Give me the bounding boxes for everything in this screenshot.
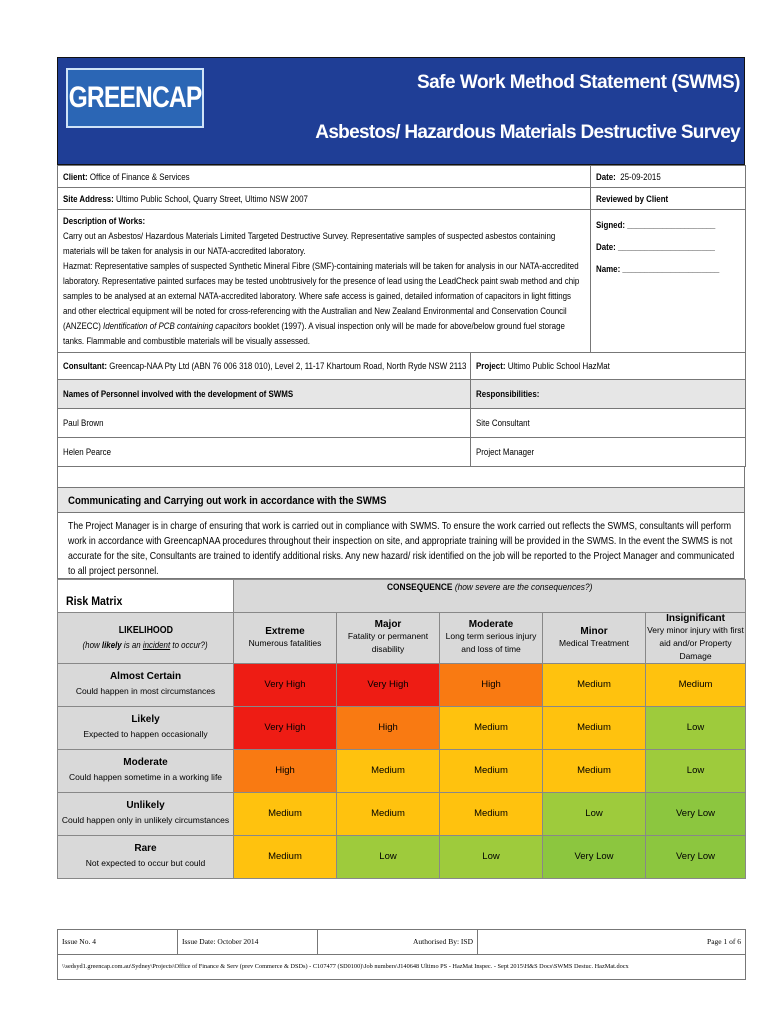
communicating-heading: Communicating and Carrying out work in accordance with the SWMS bbox=[57, 487, 745, 513]
risk-row bbox=[58, 706, 746, 749]
spacer bbox=[57, 467, 745, 487]
consequence-col-extreme: Extreme Numerous fatalities bbox=[234, 612, 337, 663]
description-label: Description of Works: bbox=[63, 216, 146, 226]
signature-name-field[interactable]: Name: ______________________ bbox=[596, 264, 720, 274]
risk-level-cell: Medium bbox=[440, 749, 543, 792]
risk-level-cell: Very Low bbox=[646, 792, 746, 835]
issue-date: Issue Date: October 2014 bbox=[178, 929, 318, 954]
risk-level-cell: Low bbox=[543, 792, 646, 835]
risk-level-cell: High bbox=[234, 749, 337, 792]
likelihood-row-label: Unlikely Could happen only in unlikely circumstances bbox=[58, 792, 234, 835]
risk-matrix-title: Risk Matrix bbox=[58, 579, 234, 612]
likelihood-row-label: Moderate Could happen sometime in a working life bbox=[58, 749, 234, 792]
personnel-name: Helen Pearce bbox=[58, 437, 471, 466]
consultant-cell: Consultant: Greencap-NAA Pty Ltd (ABN 76 006 318 010), Level 2, 11-17 Khartoum Road, North Ryde NSW 2113 bbox=[58, 353, 471, 379]
consequence-col-moderate: Moderate Long term serious injury and loss of time bbox=[440, 612, 543, 663]
date-cell: Date: 25-09-2015 bbox=[591, 166, 746, 188]
risk-row bbox=[58, 835, 746, 878]
risk-level-cell: Very Low bbox=[646, 835, 746, 878]
greencap-logo: GREENCAP bbox=[66, 68, 204, 128]
likelihood-header: LIKELIHOOD (how likely is an incident to occur?) bbox=[58, 612, 234, 663]
risk-level-cell: Medium bbox=[543, 663, 646, 706]
consequence-col-minor: Minor Medical Treatment bbox=[543, 612, 646, 663]
project-value: Ultimo Public School HazMat bbox=[507, 360, 610, 371]
risk-level-cell: High bbox=[440, 663, 543, 706]
risk-level-cell: High bbox=[337, 706, 440, 749]
description-text-1: Carry out an Asbestos/ Hazardous Materials Limited Targeted Destructive Survey. Representative samples of suspected asbestos containing materials will be taken for analysis in our NATA-accredited laboratory. bbox=[63, 231, 556, 256]
consequence-col-major: Major Fatality or permanent disability bbox=[337, 612, 440, 663]
info-table bbox=[57, 165, 746, 353]
risk-level-cell: Medium bbox=[337, 792, 440, 835]
risk-level-cell: Medium bbox=[234, 792, 337, 835]
file-path: \\sedsyd1.greencap.com.au\Sydney\Projects\Office of Finance & Serv (prev Commerce & DSDs) - C107477 (SD0100)\Job numbers\J140648 Ultimo PS - HazMat Inspec. - Sept 2015\H&S Docs\SWMS Destuc. HazMat.docx bbox=[58, 954, 746, 979]
swms-page bbox=[57, 57, 745, 980]
personnel-header: Names of Personnel involved with the development of SWMS bbox=[58, 379, 471, 408]
communicating-text: The Project Manager is in charge of ensuring that work is carried out in compliance with SWMS. To ensure the work carried out reflects the SWMS, consultants will perform work in accordance with GreencapNAA procedures throughout their inspection on site, and appropriate training will be provided in the SWMS. In the event the SWMS is not accurate for the site, Consultants are trained to identify additional risks. Any new hazard/ risk identified on the job will be reported to the Project Manager and communicated to all project personnel. bbox=[57, 513, 745, 579]
personnel-role: Site Consultant bbox=[471, 408, 746, 437]
consequence-header: CONSEQUENCE (how severe are the consequences?) bbox=[234, 579, 746, 612]
risk-level-cell: Low bbox=[646, 706, 746, 749]
risk-level-cell: Low bbox=[440, 835, 543, 878]
client-value: Office of Finance & Services bbox=[89, 171, 190, 182]
date-value: 25-09-2015 bbox=[620, 171, 661, 182]
project-cell: Project: Ultimo Public School HazMat bbox=[471, 353, 746, 379]
consequence-col-insignificant: Insignificant Very minor injury with first aid and/or Property Damage bbox=[646, 612, 746, 663]
risk-level-cell: Very Low bbox=[543, 835, 646, 878]
description-cell bbox=[58, 210, 591, 353]
risk-level-cell: Low bbox=[337, 835, 440, 878]
document-footer bbox=[57, 929, 746, 980]
personnel-role: Project Manager bbox=[471, 437, 746, 466]
risk-level-cell: Very High bbox=[234, 663, 337, 706]
signature-date-field[interactable]: Date: ______________________ bbox=[596, 242, 715, 252]
consultant-value: Greencap-NAA Pty Ltd (ABN 76 006 318 010), Level 2, 11-17 Khartoum Road, North Ryde NSW 2113 bbox=[109, 360, 467, 371]
risk-level-cell: Medium bbox=[543, 706, 646, 749]
site-address-value: Ultimo Public School, Quarry Street, Ultimo NSW 2007 bbox=[115, 193, 308, 204]
risk-level-cell: Medium bbox=[646, 663, 746, 706]
signed-field[interactable]: Signed: ____________________ bbox=[596, 220, 716, 230]
risk-level-cell: Very High bbox=[234, 706, 337, 749]
likelihood-row-label: Almost Certain Could happen in most circumstances bbox=[58, 663, 234, 706]
risk-row bbox=[58, 792, 746, 835]
likelihood-row-label: Rare Not expected to occur but could bbox=[58, 835, 234, 878]
reviewed-by-client: Reviewed by Client bbox=[591, 188, 746, 210]
risk-level-cell: Very High bbox=[337, 663, 440, 706]
spacer bbox=[57, 879, 745, 929]
consultant-table bbox=[57, 353, 746, 467]
risk-level-cell: Medium bbox=[440, 706, 543, 749]
risk-level-cell: Medium bbox=[440, 792, 543, 835]
risk-row bbox=[58, 663, 746, 706]
authorised-by: Authorised By: ISD bbox=[318, 929, 478, 954]
issue-number: Issue No. 4 bbox=[58, 929, 178, 954]
description-text-2: Hazmat: Representative samples of suspected Synthetic Mineral Fibre (SMF)-containing materials will be taken for analysis in our NATA-accredited laboratory. Representative painted surfaces may be tested unobtrusively for the presence of lead using the LeadCheck paint swab method and chip samples to be analysed at an external NATA-accredited laboratory. Where safe access is gained, detailed information of capacitors in light fittings and other electrical equipment will be noted for cross-referencing with the Australian and New Zealand Environmental and Conservation Council (ANZECC) Identification of PCB containing capacitors booklet (1997). A visual inspection only will be made for above/below ground fuel storage tanks. Flammable and combustible materials will be visually assessed. bbox=[63, 261, 580, 346]
responsibilities-header: Responsibilities: bbox=[471, 379, 746, 408]
site-address-cell: Site Address: Ultimo Public School, Quarry Street, Ultimo NSW 2007 bbox=[58, 188, 591, 210]
page-number: Page 1 of 6 bbox=[478, 929, 746, 954]
risk-level-cell: Medium bbox=[337, 749, 440, 792]
likelihood-row-label: Likely Expected to happen occasionally bbox=[58, 706, 234, 749]
risk-level-cell: Medium bbox=[234, 835, 337, 878]
document-subtitle: Asbestos/ Hazardous Materials Destructive Survey bbox=[315, 122, 740, 143]
document-header bbox=[57, 57, 745, 165]
signature-cell bbox=[591, 210, 746, 353]
personnel-name: Paul Brown bbox=[58, 408, 471, 437]
risk-level-cell: Low bbox=[646, 749, 746, 792]
risk-matrix bbox=[57, 579, 746, 879]
document-title: Safe Work Method Statement (SWMS) bbox=[416, 72, 740, 93]
risk-row bbox=[58, 749, 746, 792]
client-cell: Client: Office of Finance & Services bbox=[58, 166, 591, 188]
risk-level-cell: Medium bbox=[543, 749, 646, 792]
